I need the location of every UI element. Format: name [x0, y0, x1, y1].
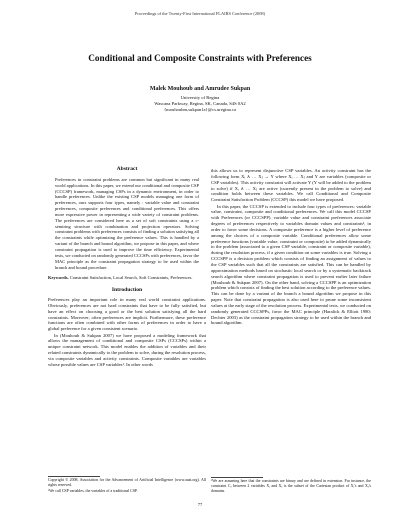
running-head: Proceedings of the Twenty-First International FLAIRS Conference (2008) — [134, 11, 266, 16]
affiliation-email: {mouhoubm,sukpan1a}@cs.uregina.ca — [163, 107, 237, 112]
footnote-2: ²We are assuming here that the constraints are binary and are defined in extension. For instance, the constraint Cⱼ between 2 variables Xᵢ and Xⱼ is the subset of the Cartesian product of Xᵢ's and Xⱼ's domains. — [211, 479, 371, 493]
introduction-heading: Introduction — [111, 287, 143, 294]
author-list: Malek Mouhoub and Amrudee Sukpan — [149, 86, 251, 92]
footnote-1: ¹We call CSP variables, the variables of a traditional CSP. — [48, 489, 138, 493]
affiliation-line-2: Wascana Parkway, Regina, SK, Canada, S4S 0A2 — [154, 101, 246, 106]
intro-paragraph-2: In (Mouhoub & Sukpan 2007) we have proposed a modeling framework that allows the management of conditional and composite CSPs (CCCSPs) within a unique constraint network. This model enables the addition of variables and their related constraints dynamically to the problem to solve, during the resolution process, via composite variables and activity constraints. Composite variables are variables whose possible values are CSP variables¹. In other words — [48, 332, 206, 367]
right-paragraph-2: In this paper, the CCCSP is extended to include four types of preferences: variable value, constraint, composite and conditional preferences. We call this model CCCSP with Preferences (or CCCSPP). variable value and constraint preferences associate degrees of preferences respectively to variables domain values and constraints², in order to favor some decisions. A composite preference is a higher level of preference among the choices of a composite variable. Conditional preferences allow some preference functions (variable value, constraint or composite) to be added dynamically to the problem (associated to a given CSP variable, constraint or composite variable), during the resolution process, if a given condition on some variables is true. Solving a CCCSPP is a decision problem which consists of finding an assignment of values to the CSP variables such that all the constraints are satisfied. This can be handled by approximation methods based on stochastic local search or by a systematic backtrack search algorithm where constraint propagation is used to prevent earlier later failure (Mouhoub & Sukpan 2007). On the other hand, solving a CCCSPP is an optimization problem which consists of finding the best solution according to the preference values. This can be done by a variant of the branch a bound algorithm we propose in this paper. Note that constraint propagation is also used here to prune some inconsistent values at the early stage of the resolution process. Experimental tests, we conducted on randomly generated CCCSPPs, favor the MAC principle (Haralick & Elliott 1980; Dechter 2003) as the constraint propagation strategy to be used within the branch and bound algorithm. — [211, 203, 371, 326]
abstract-heading: Abstract — [116, 166, 138, 172]
keywords — [48, 275, 206, 281]
abstract-body: Preferences in constraint problems are common but significant in many real world applications. In this paper, we extend our conditional and composite CSP (CCCSP) framework, managing CSPs in a dynamic environment, in order to handle preferences. Unlike the existing CSP models managing one form of preferences, ours supports four types, namely : variable value and constraint preferences, composite preferences and conditional preferences. This offers more expressive power in representing a wide variety of constraint problems. The preferences are considered here as a set of soft constraints using a c-semiring structure with combination and projection operators. Solving constraint problems with preferences consists of finding a solution satisfying all the constraints while optimizing the preference values. This is handled by a variant of the branch and bound algorithm, we propose in this paper, and where constraint propagation is used to improve the time efficiency. Experimental tests, we conducted on randomly generated CCCSPs with preferences, favor the MAC principle as the constraint propagation strategy to be used within the branch and bound procedure. — [55, 176, 199, 270]
right-column — [211, 168, 371, 326]
affiliation-line-1: University of Regina — [180, 95, 220, 100]
intro-paragraph-1: Preferences play an important role in many real world constraint applications. Obviously, preferences are not hard constraints that have to be fully satisfied, but have an effect on choosing a good or the best solution satisfying all the hard constraints. Moreover, often preferences are implicit. Furthermore, these preference functions are often combined with other forms of preferences in order to have a global preference for a given consistent scenario. — [48, 297, 206, 332]
paper-title: Conditional and Composite Constraints with Preferences — [88, 53, 312, 63]
keywords-label: Keywords. — [48, 275, 69, 281]
copyright-notice: Copyright © 2008, Association for the Advancement of Artificial Intelligence (www.aaai.org). All rights reserved. — [48, 478, 206, 487]
footnote-rule-right — [211, 477, 263, 478]
right-paragraph-1: this allows us to represent disjunctive CSP variables. An activity constraint has the following form Xᵢ ∧ … Xⱼ → Y where Xᵢ … Xⱼ and Y are variables (composite or CSP variables). This activity constraint will activate Y (Y will be added to the problem to solve) if Xᵢ ∧ … Xⱼ are active (currently present in the problem to solve) and condition holds between these variables. We call Conditional and Composite Constraint Satisfaction Problem (CCCSP) this model we have proposed. — [211, 168, 371, 203]
keywords-text: Constraint Satisfaction, Local Search, Soft Constraints, Preferences. — [69, 275, 193, 281]
page-number: 77 — [197, 502, 203, 507]
left-column — [48, 167, 206, 368]
footnote-rule-left — [48, 476, 100, 477]
